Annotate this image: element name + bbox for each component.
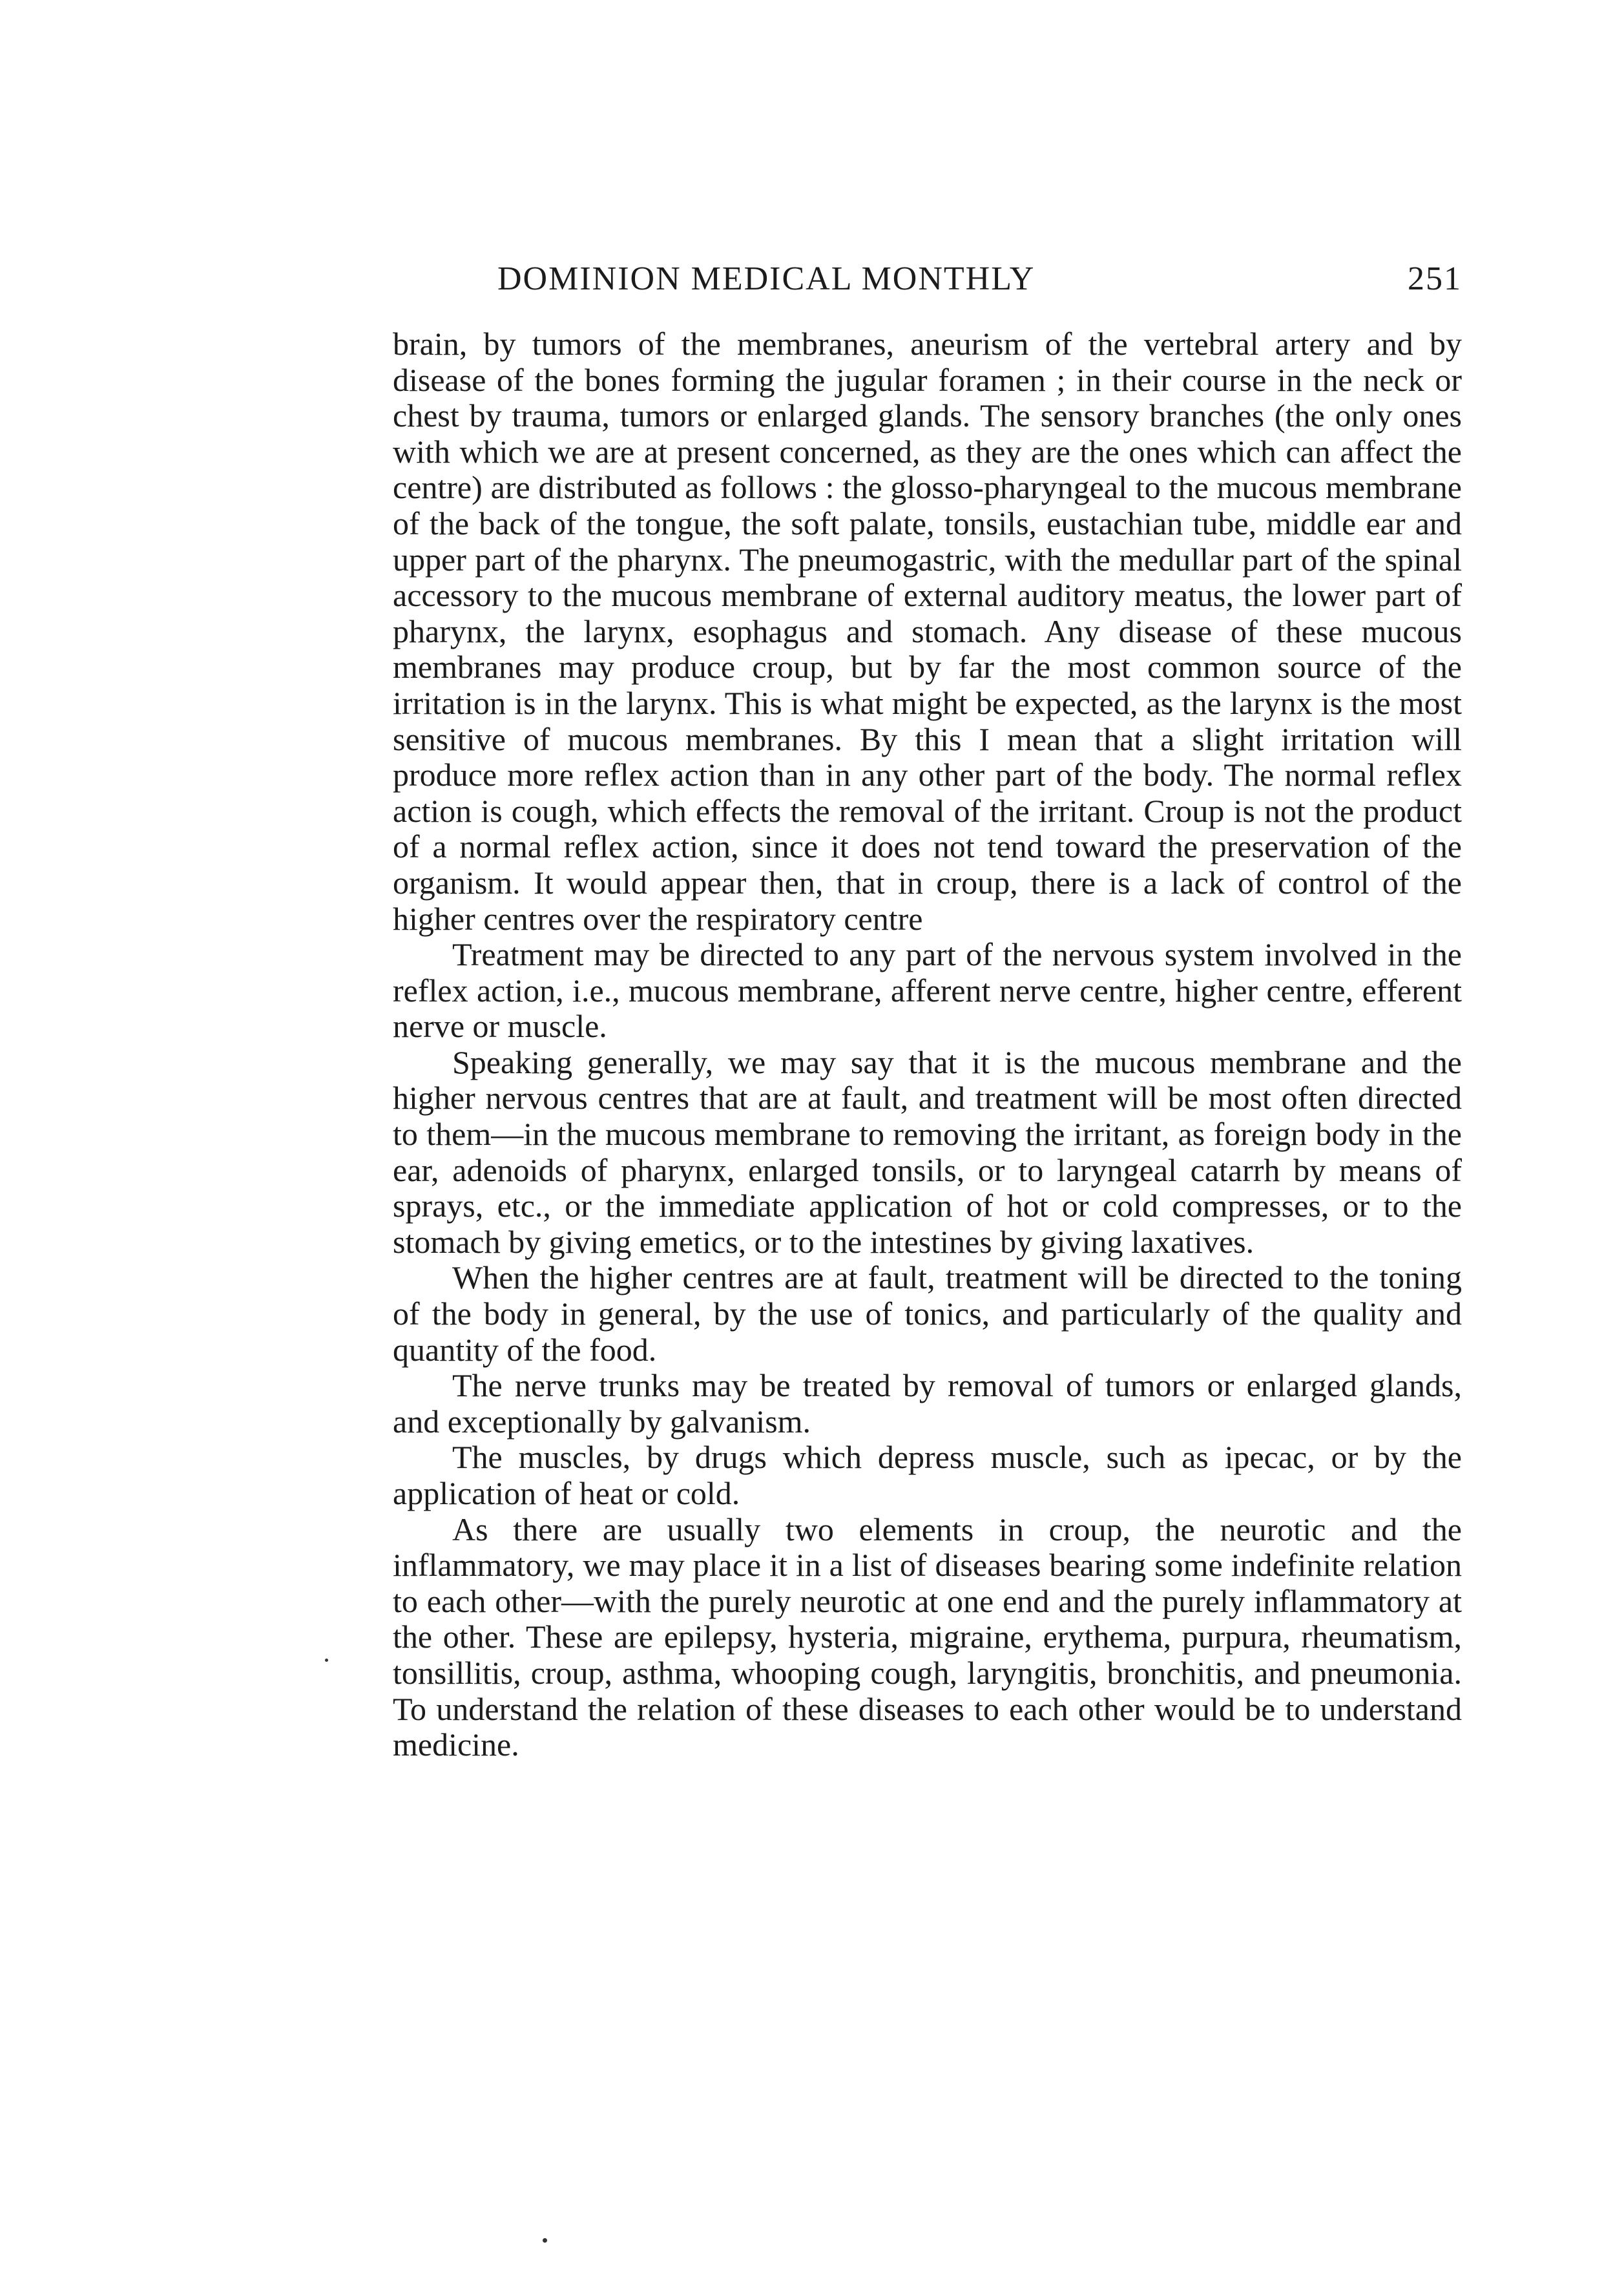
paragraph-treatment: Treatment may be directed to any part of the nervous system involved in the reflex action, i.e., mucous membrane, afferent nerve centre, higher centre, efferent nerve or muscle. [393,936,1462,1045]
body-text [393,326,1462,1763]
scan-speck [543,2238,547,2243]
paragraph-higher-centres: When the higher centres are at fault, treatment will be directed to the toning of the body in general, by the use of tonics, and particularly of the quality and quantity of the food. [393,1259,1462,1368]
paragraph-nerve-trunks: The nerve trunks may be treated by removal of tumors or enlarged glands, and exceptionally by galvanism. [393,1367,1462,1440]
paragraph-continued: brain, by tumors of the membranes, aneurism of the vertebral artery and by disease of the bones forming the jugular foramen ; in their course in the neck or chest by trauma, tumors or enlarged glands. The sensory branches (the only ones with which we are at present concerned, as they are the ones which can affect the centre) are distributed as follows : the glosso-pharyngeal to the mucous membrane of the back of the tongue, the soft palate, tonsils, eustachian tube, middle ear and upper part of the pharynx. The pneumogastric, with the medullar part of the spinal accessory to the mucous membrane of external auditory meatus, the lower part of pharynx, the larynx, esophagus and stomach. Any disease of these mucous membranes may produce croup, but by far the most common source of the irritation is in the larynx. This is what might be expected, as the larynx is the most sensitive of mucous membranes. By this I mean that a slight irritation will produce more reflex action than in any other part of the body. The normal reflex action is cough, which effects the removal of the irritant. Croup is not the product of a normal reflex action, since it does not tend toward the preservation of the organism. It would appear then, that in croup, there is a lack of control of the higher centres over the respiratory centre [393,326,1462,937]
journal-title: DOMINION MEDICAL MONTHLY [497,260,1036,297]
paragraph-speaking-generally: Speaking generally, we may say that it is the mucous membrane and the higher nervous centres that are at fault, and treatment will be most often directed to them—in the mucous membrane to removing the irritant, as foreign body in the ear, adenoids of pharynx, enlarged tonsils, or to laryngeal catarrh by means of sprays, etc., or the immediate application of hot or cold compresses, or to the stomach by giving emetics, or to the intestines by giving laxatives. [393,1043,1462,1260]
page-number: 251 [1408,260,1462,297]
scan-speck [325,1659,328,1662]
paragraph-two-elements: As there are usually two elements in croup, the neurotic and the inflammatory, we may place it in a list of diseases bearing some indefinite relation to each other—with the purely neurotic at one end and the purely inflammatory at the other. These are epilepsy, hysteria, migraine, erythema, purpura, rheumatism, tonsillitis, croup, asthma, whooping cough, laryngitis, bronchitis, and pneumonia. To understand the relation of these diseases to each other would be to understand medicine. [393,1511,1462,1763]
paragraph-muscles: The muscles, by drugs which depress muscle, such as ipecac, or by the application of heat or cold. [393,1439,1462,1511]
running-head [393,253,1462,305]
